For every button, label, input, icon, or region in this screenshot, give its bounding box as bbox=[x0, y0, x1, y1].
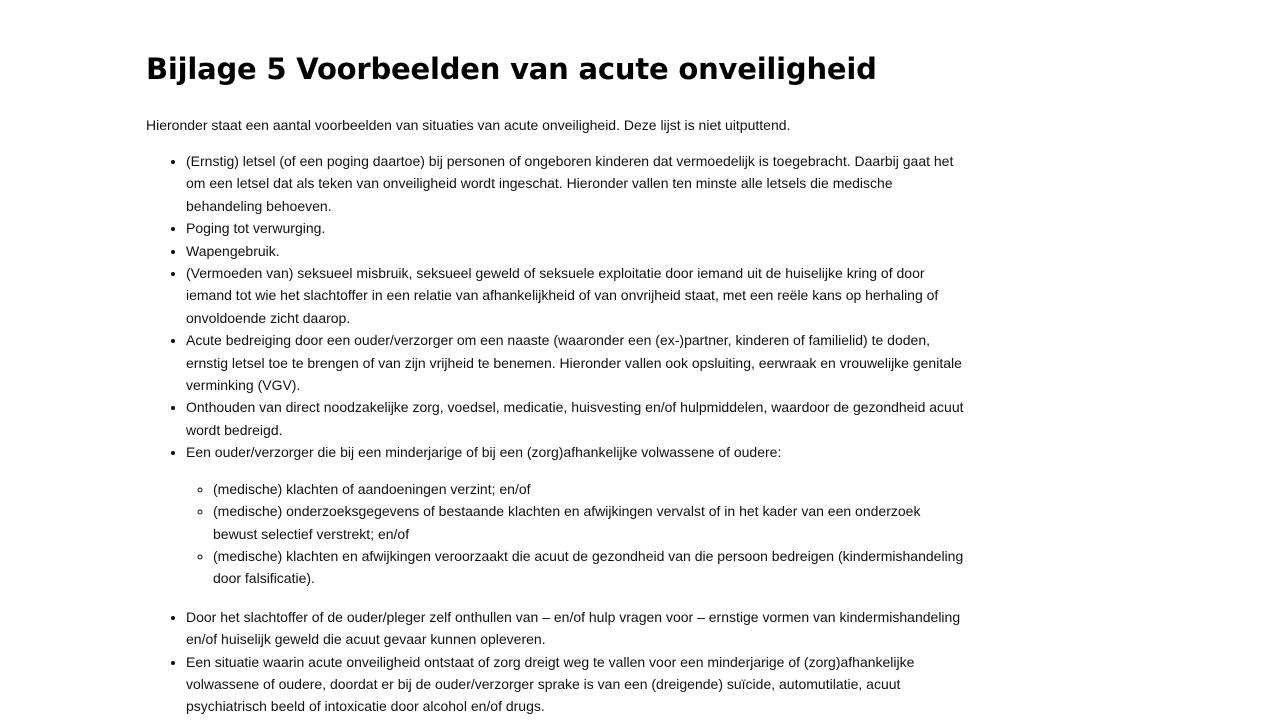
document-content bbox=[146, 50, 966, 718]
list-item-with-sublist bbox=[186, 441, 966, 589]
sub-list-item: ◦ (medische) onderzoeksgegevens of bestaande klachten en afwijkingen vervalst of in het kader van een onderzoek bewust selectief verstrekt; en/of bbox=[213, 500, 966, 545]
sub-list-item: ◦ (medische) klachten of aandoeningen verzint; en/of bbox=[213, 478, 966, 500]
sub-list-item: ◦ (medische) klachten en afwijkingen veroorzaakt die acuut de gezondheid van die persoon bedreigen (kindermishandeling door falsificatie). bbox=[213, 545, 966, 590]
intro-paragraph: Hieronder staat een aantal voorbeelden van situaties van acute onveiligheid. Deze lijst is niet uitputtend. bbox=[146, 117, 791, 133]
list-item: • Poging tot verwurging. bbox=[186, 217, 966, 239]
list-item: • (Ernstig) letsel (of een poging daartoe) bij personen of ongeboren kinderen dat vermoedelijk is toegebracht. Daarbij gaat het om een letsel dat als teken van onveiligheid wordt ingeschat. Hieronder vallen ten minste alle letsels die medische behandeling behoeven. bbox=[186, 150, 966, 217]
list-item: • Onthouden van direct noodzakelijke zorg, voedsel, medicatie, huisvesting en/of hulpmiddelen, waardoor de gezondheid acuut wordt bedreigd. bbox=[186, 396, 966, 441]
examples-list bbox=[146, 150, 966, 718]
list-item: • Een situatie waarin acute onveiligheid ontstaat of zorg dreigt weg te vallen voor een minderjarige of (zorg)afhankelijke volwassene of oudere, doordat er bij de ouder/verzorger sprake is van een (dreigende) suïcide, automutilatie, acuut psychiatrisch beeld of intoxicatie door alcohol en/of drugs. bbox=[186, 651, 966, 718]
list-item: • Acute bedreiging door een ouder/verzorger om een naaste (waaronder een (ex-)partner, kinderen of familielid) te doden, ernstig letsel toe te brengen of van zijn vrijheid te benemen. Hieronder vallen ook opsluiting, eerwraak en vrouwelijke genitale verminking (VGV). bbox=[186, 329, 966, 396]
list-item: • Door het slachtoffer of de ouder/pleger zelf onthullen van – en/of hulp vragen voor – ernstige vormen van kindermishandeling en/of huiselijk geweld die acuut gevaar kunnen opleveren. bbox=[186, 606, 966, 651]
list-item: • Wapengebruik. bbox=[186, 240, 966, 262]
page-title: Bijlage 5 Voorbeelden van acute onveiligheid bbox=[146, 52, 877, 86]
list-item-text: Een ouder/verzorger die bij een minderjarige of bij een (zorg)afhankelijke volwassene of oudere: bbox=[186, 444, 782, 461]
sub-list bbox=[186, 478, 966, 590]
list-item: • (Vermoeden van) seksueel misbruik, seksueel geweld of seksuele exploitatie door iemand uit de huiselijke kring of door iemand tot wie het slachtoffer in een relatie van afhankelijkheid of van onvrijheid staat, met een reële kans op herhaling of onvoldoende zicht daarop. bbox=[186, 262, 966, 329]
